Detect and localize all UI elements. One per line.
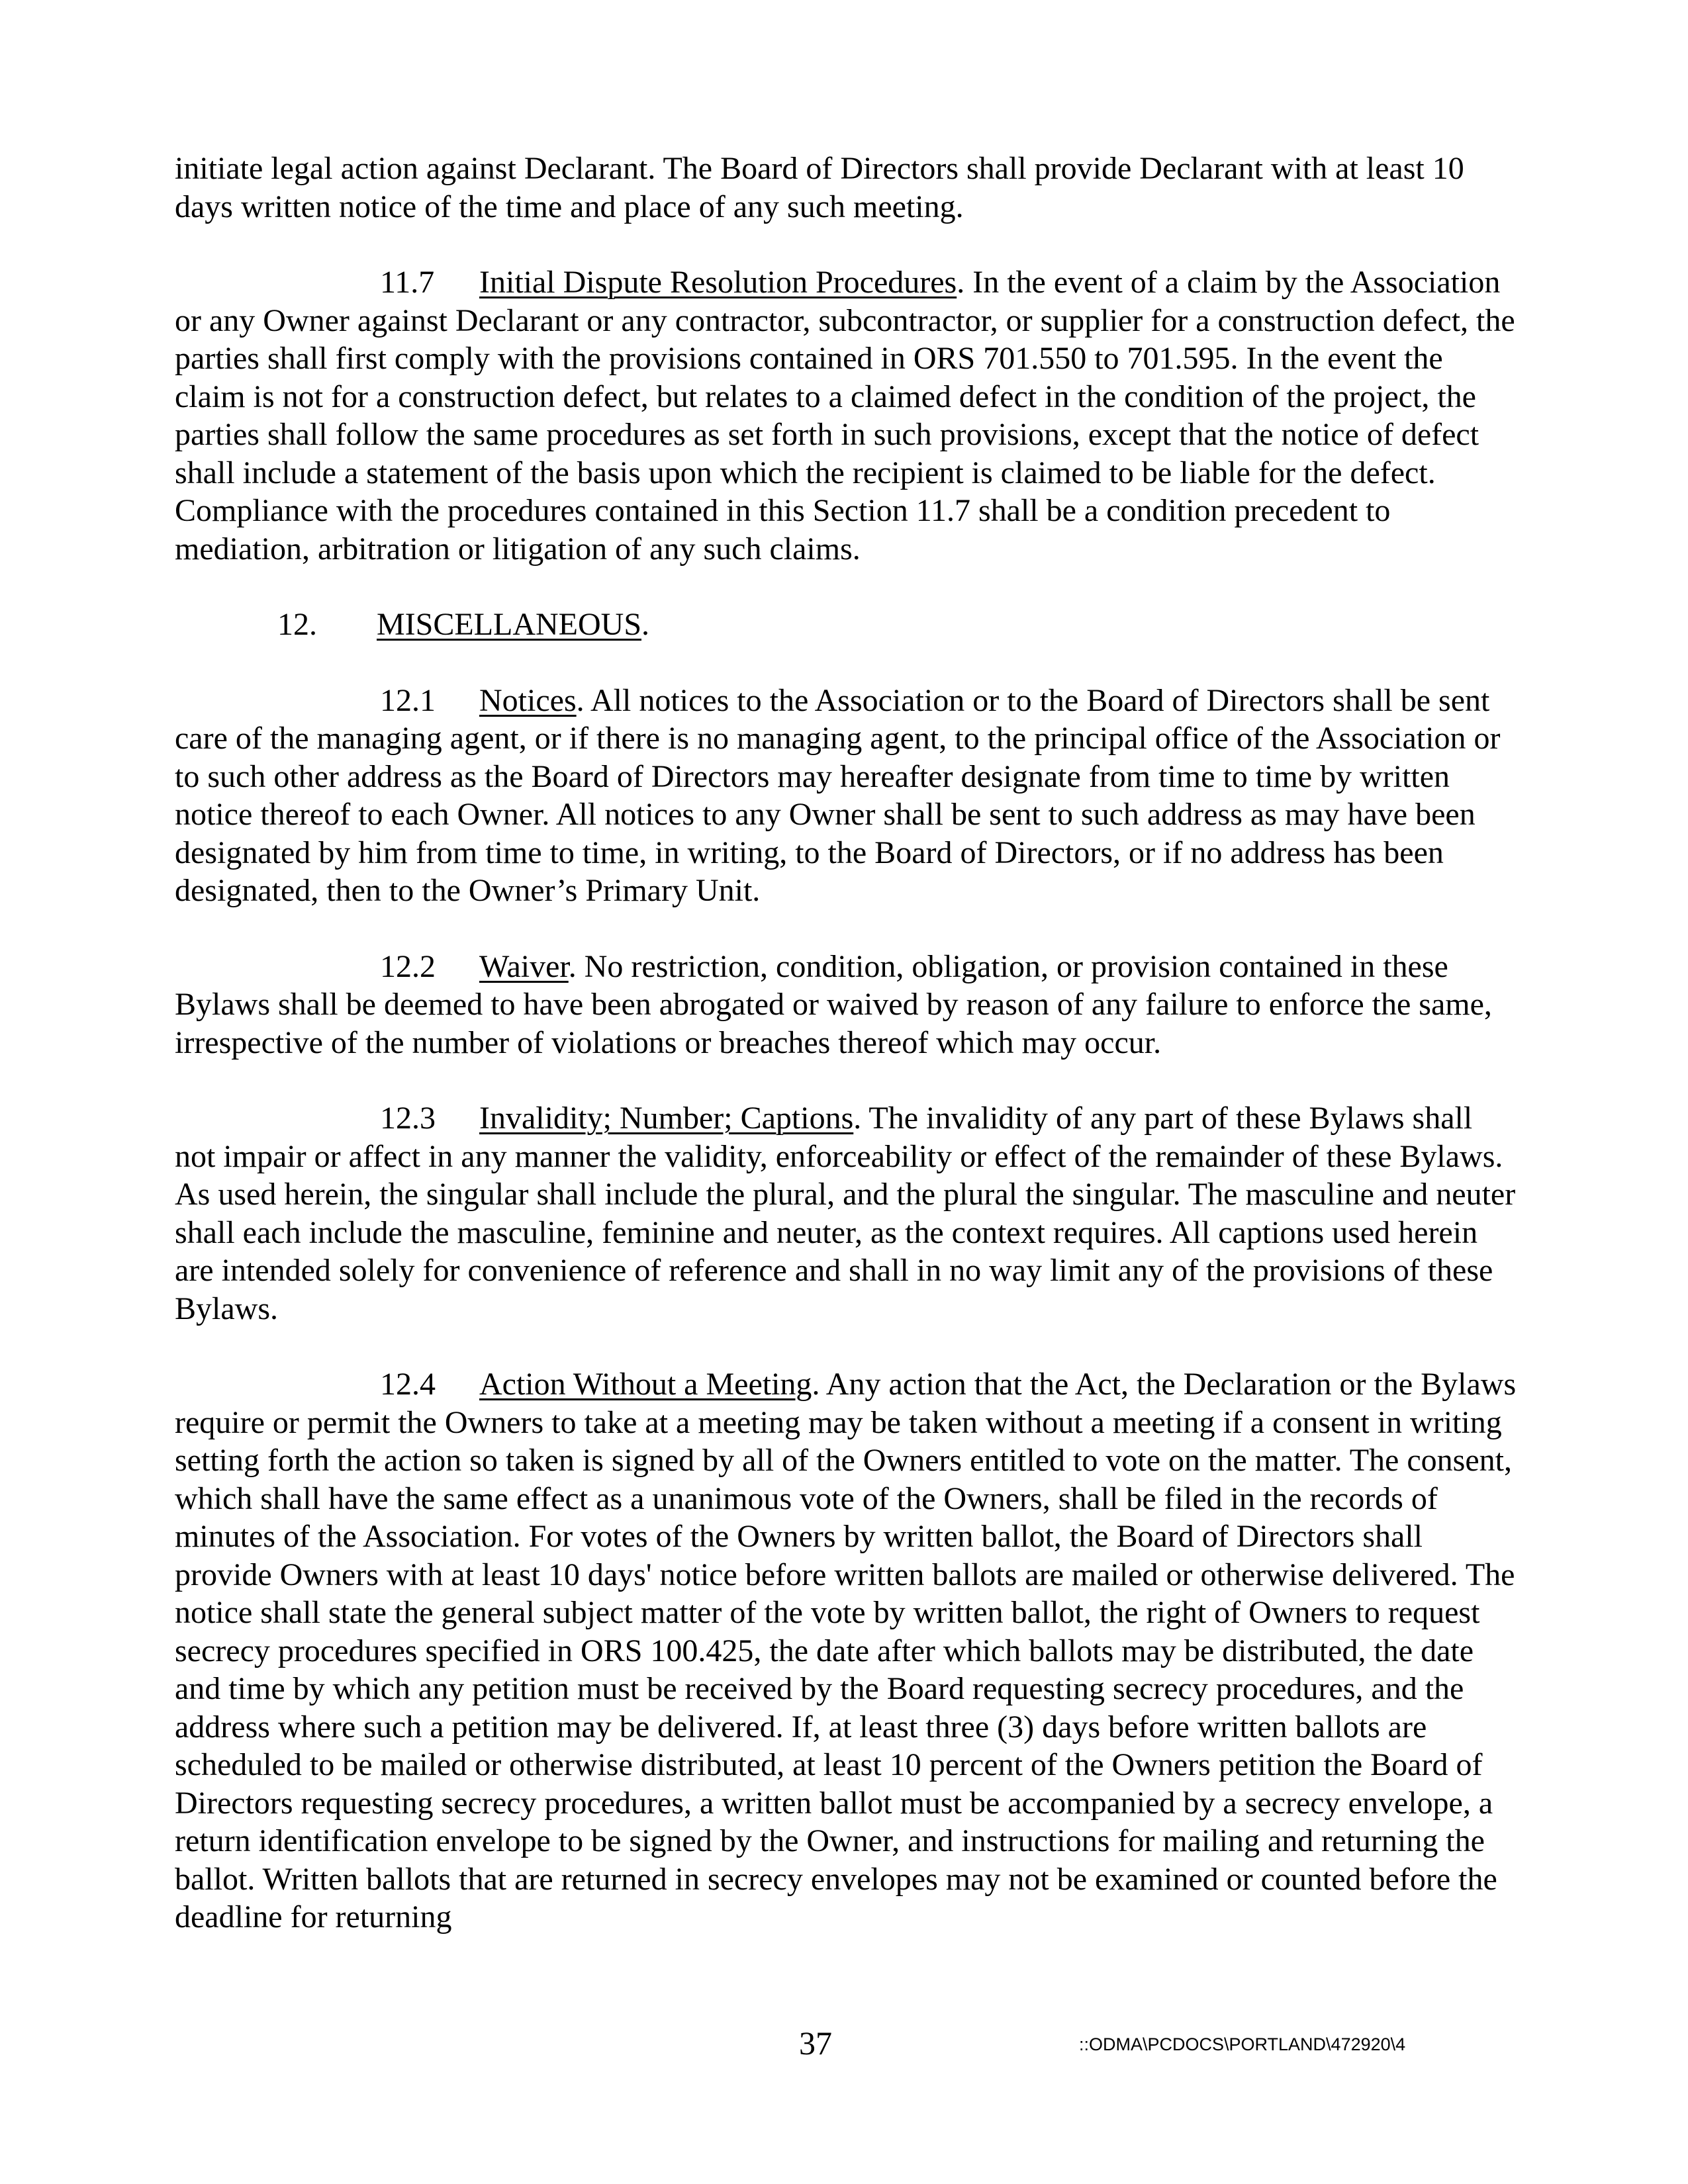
section-number: 12.1 — [380, 682, 436, 718]
page-number: 37 — [799, 2025, 832, 2062]
paragraph-continuation — [175, 150, 1519, 226]
article-12-heading — [175, 606, 1519, 644]
section-12-4 — [175, 1365, 1519, 1936]
section-12-1 — [175, 682, 1519, 910]
document-page — [175, 150, 1519, 1974]
section-number: 12.4 — [380, 1367, 436, 1402]
section-text: . In the event of a claim by the Association or any Owner against Declarant or any contractor, subcontractor, or supplier for a construction defect, the parties shall first comply with the provisions contained in ORS 701.550 to 701.595. In the event the claim is not for a construction defect, but relates to a claimed defect in the condition of the project, the parties shall follow the same procedures as set forth in such provisions, except that the notice of defect shall include a statement of the basis upon which the recipient is claimed to be liable for the defect. Compliance with the procedures contained in this Section 11.7 shall be a condition precedent to mediation, arbitration or litigation of any such claims. — [175, 265, 1515, 567]
article-title: MISCELLANEOUS — [377, 607, 642, 642]
section-number: 11.7 — [380, 265, 435, 300]
page-footer — [0, 2024, 1688, 2064]
section-title: Waiver — [479, 948, 569, 984]
document-path: ::ODMA\PCDOCS\PORTLAND\472920\4 — [1079, 2034, 1406, 2054]
section-number: 12.3 — [380, 1101, 436, 1136]
section-text: . The invalidity of any part of these Bylaws shall not impair or affect in any manner the validity, enforceability or effect of the remainder of these Bylaws. As used herein, the singular shall include the plural, and the plural the singular. The masculine and neuter shall each include the masculine, feminine and neuter, as the context requires. All captions used herein are intended solely for convenience of reference and shall in no way limit any of the provisions of these Bylaws. — [175, 1101, 1516, 1326]
article-title-trail: . — [641, 607, 650, 642]
section-12-3 — [175, 1099, 1519, 1328]
article-number: 12. — [277, 607, 317, 642]
paragraph-text: initiate legal action against Declarant. The Board of Directors shall provide Declarant with at least 10 days written notice of the time and place of any such meeting. — [175, 151, 1464, 224]
section-title: Notices — [479, 682, 577, 718]
section-11-7 — [175, 263, 1519, 568]
section-number: 12.2 — [380, 948, 436, 984]
section-text: . All notices to the Association or to the Board of Directors shall be sent care of the managing agent, or if there is no managing agent, to the principal office of the Association or to such other address as the Board of Directors may hereafter designate from time to time by written notice thereof to each Owner. All notices to any Owner shall be sent to such address as may have been designated by him from time to time, in writing, to the Board of Directors, or if no address has been designated, then to the Owner’s Primary Unit. — [175, 682, 1501, 908]
section-text: . Any action that the Act, the Declaration or the Bylaws require or permit the Owners to take at a meeting may be taken without a meeting if a consent in writing setting forth the action so taken is signed by all of the Owners entitled to vote on the matter. The consent, which shall have the same effect as a unanimous vote of the Owners, shall be filed in the records of minutes of the Association. For votes of the Owners by written ballot, the Board of Directors shall provide Owners with at least 10 days' notice before written ballots are mailed or otherwise delivered. The notice shall state the general subject matter of the vote by written ballot, the right of Owners to request secrecy procedures specified in ORS 100.425, the date after which ballots may be distributed, the date and time by which any petition must be received by the Board requesting secrecy procedures, and the address where such a petition may be delivered. If, at least three (3) days before written ballots are scheduled to be mailed or otherwise distributed, at least 10 percent of the Owners petition the Board of Directors requesting secrecy procedures, a written ballot must be accompanied by a secrecy envelope, a return identification envelope to be signed by the Owner, and instructions for mailing and returning the ballot. Written ballots that are returned in secrecy envelopes may not be examined or counted before the deadline for returning — [175, 1367, 1517, 1934]
section-title: Initial Dispute Resolution Procedures — [479, 265, 957, 300]
section-12-2 — [175, 948, 1519, 1062]
section-title: Invalidity; Number; Captions — [479, 1101, 854, 1136]
section-title: Action Without a Meeting — [479, 1367, 812, 1402]
section-text: . No restriction, condition, obligation, or provision contained in these Bylaws shall be deemed to have been abrogated or waived by reason of any failure to enforce the same, irrespective of the number of violations or breaches thereof which may occur. — [175, 948, 1492, 1060]
